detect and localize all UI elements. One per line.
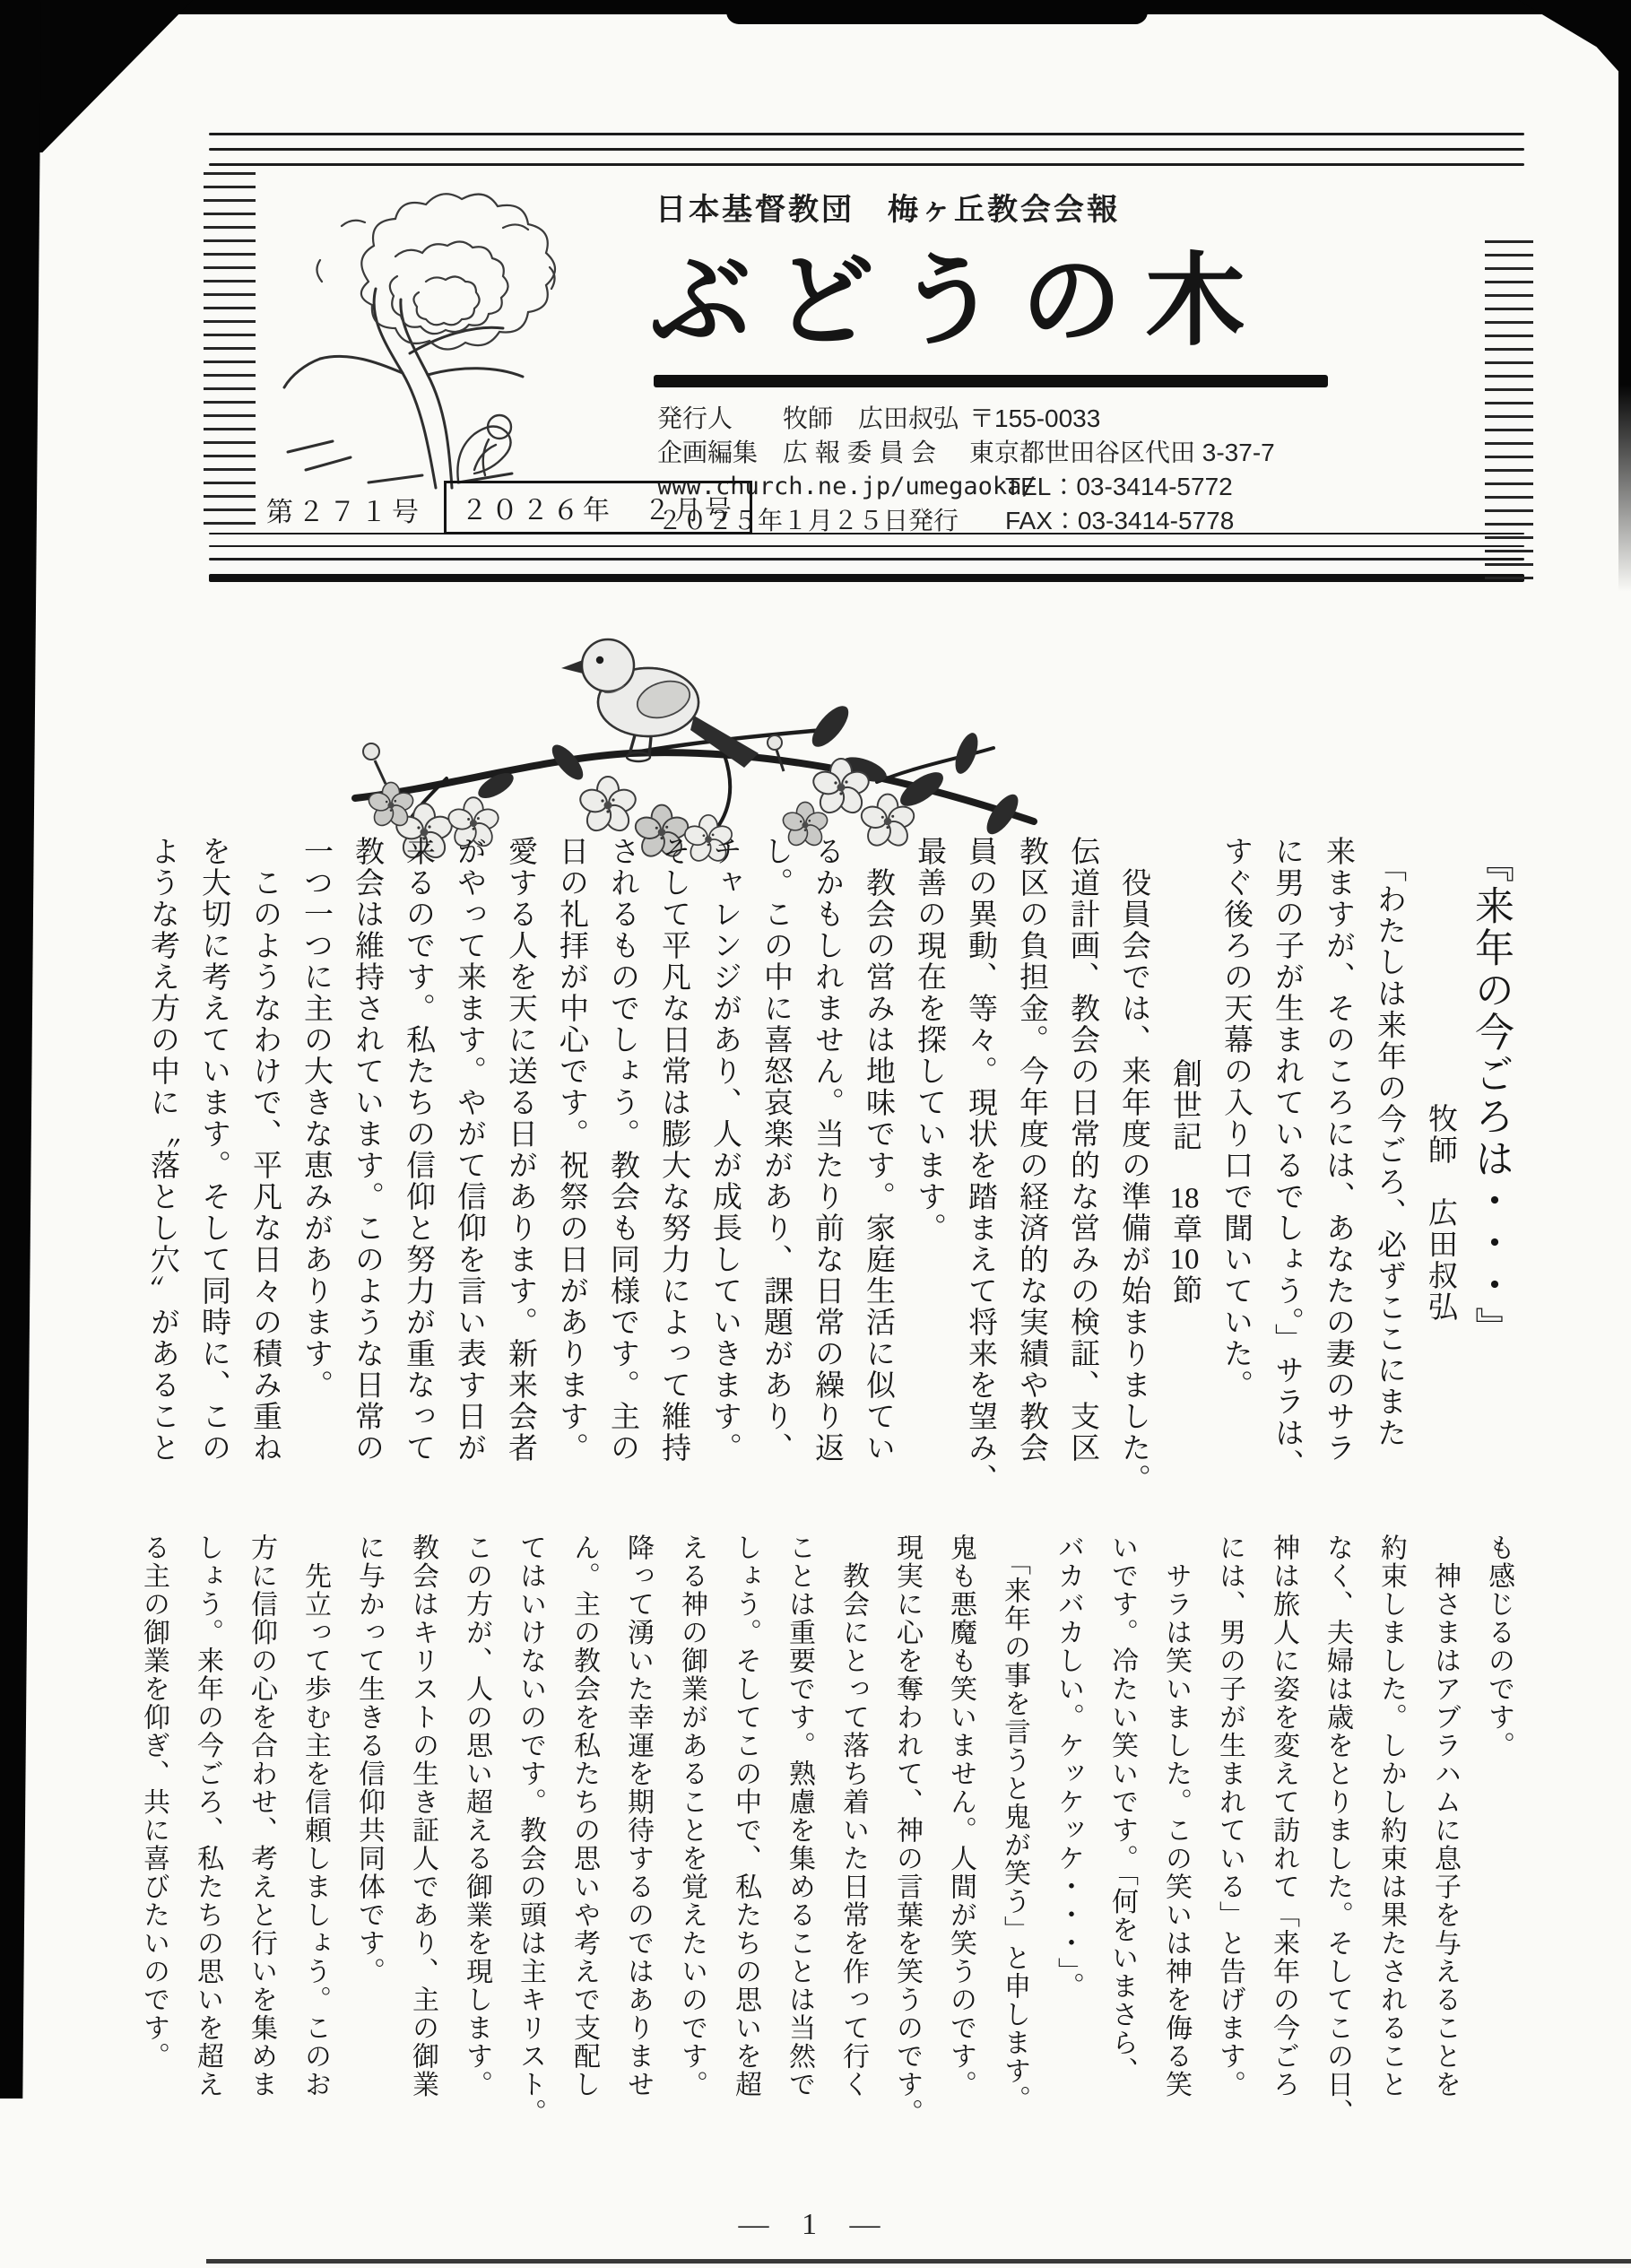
article-column: 教区の負担金。今年度の経済的な実績や教会 xyxy=(1015,836,1047,1464)
issue-number: 第２７１号 xyxy=(266,498,423,527)
tree-illustration xyxy=(234,174,629,506)
article-column: 方に信仰の心を合わせ、考えと行いを集めま xyxy=(247,1534,276,2099)
masthead-frame-line xyxy=(209,545,1524,547)
article-column: ことは重要です。熟慮を集めることは当然で xyxy=(785,1534,814,2099)
masthead-frame-line xyxy=(209,133,1524,135)
scripture-reference: 創世記 18章10節 xyxy=(1168,1058,1201,1306)
masthead-frame-line xyxy=(209,163,1524,166)
article-column: 愛する人を天に送る日があります。新来会者 xyxy=(504,836,536,1464)
article-column: 降って湧いた幸運を期待するのではありませ xyxy=(623,1534,653,2099)
issue-date-box: ２０２６年 ２月号 xyxy=(444,481,752,534)
article-column: も感じるのです。 xyxy=(1484,1534,1514,1760)
phone-number: TEL：03-3414-5772 xyxy=(1005,473,1233,500)
publisher-line: 発行人 牧師 広田叔弘 xyxy=(657,404,959,432)
bird-branch-illustration xyxy=(339,563,1047,864)
article-column: には、男の子が生まれている」と告げます。 xyxy=(1215,1534,1245,2099)
article-column: し。この中に喜怒哀楽があり、課題があり、 xyxy=(759,836,792,1464)
page-number: — 1 — xyxy=(738,2208,893,2241)
publish-date: ２０２５年１月２５日発行 xyxy=(657,507,959,534)
article-column: に男の子が生まれているでしょう。」サラは、 xyxy=(1271,836,1303,1481)
article-column: このようなわけで、平凡な日々の積み重ね xyxy=(248,836,281,1464)
scan-edge-top-blob xyxy=(726,0,1148,24)
article-column: しょう。来年の今ごろ、私たちの思いを超え xyxy=(193,1534,222,2099)
article-column: るかもしれません。当たり前な日常の繰り返 xyxy=(811,836,843,1464)
article-column: 役員会では、来年度の準備が始まりました。 xyxy=(1117,836,1150,1495)
article-column: この方が、人の思い超える御業を現します。 xyxy=(462,1534,491,2099)
article-column: ような考え方の中に〝落とし穴〟があること xyxy=(146,836,178,1464)
scan-edge-bottom xyxy=(206,2259,1631,2264)
editor-line: 企画編集 広 報 委 員 会 xyxy=(657,439,937,466)
article-column: 教会の営みは地味です。家庭生活に似てい xyxy=(862,836,894,1464)
article-column: 「来年の事を言うと鬼が笑う」と申します。 xyxy=(1000,1534,1029,2114)
article-column: 約束しました。しかし約束は果たされること xyxy=(1376,1534,1406,2099)
article-column: 教会はキリストの生き証人であり、主の御業 xyxy=(408,1534,438,2099)
article-column: 神さまはアブラハムに息子を与えることを xyxy=(1430,1534,1460,2099)
article-column: 「わたしは来年の今ごろ、必ずここにまた xyxy=(1373,836,1405,1449)
article-column: 最善の現在を探しています。 xyxy=(913,836,945,1244)
article-column: を大切に考えています。そして同時に、この xyxy=(197,836,230,1464)
masthead-hatch-border-right xyxy=(1485,240,1533,581)
scan-edge-right xyxy=(1618,0,1631,592)
newsletter-title: ぶどうの木 xyxy=(650,243,1269,360)
article-column: チャレンジがあり、人が成長していきます。 xyxy=(708,836,741,1464)
article-column: 教会は維持されています。このような日常の xyxy=(351,836,383,1464)
title-underline xyxy=(654,375,1328,387)
postal-code: 〒155-0033 xyxy=(969,404,1101,432)
article-column: てはいけないのです。教会の頭は主キリスト。 xyxy=(516,1534,545,2127)
article-column: いです。冷たい笑いです。「何をいまさら、 xyxy=(1107,1534,1137,2085)
article-column: る主の御業を仰ぎ、共に喜びたいのです。 xyxy=(139,1534,169,2071)
article-title: 『来年の今ごろは・・・』 xyxy=(1469,843,1513,1349)
article-column: 員の異動、等々。現状を踏まえて将来を望み、 xyxy=(964,836,996,1495)
article-column: そして平凡な日常は膨大な努力によって維持 xyxy=(657,836,690,1464)
article-column: 神は旅人に姿を変えて訪れて「来年の今ごろ xyxy=(1269,1534,1298,2099)
article-column: 鬼も悪魔も笑いません。人間が笑うのです。 xyxy=(946,1534,976,2099)
article-column: 伝道計画、教会の日常的な営みの検証、支区 xyxy=(1066,836,1098,1464)
article-author: 牧師 広田叔弘 xyxy=(1424,1103,1456,1323)
article-column: サラは笑いました。この笑いは神を侮る笑 xyxy=(1161,1534,1191,2099)
article-column: しょう。そしてこの中で、私たちの思いを超 xyxy=(731,1534,760,2099)
article-upper-block xyxy=(136,836,1516,1537)
article-column: える神の御業があることを覚えたいのです。 xyxy=(677,1534,707,2099)
article-column: に与かって生きる信仰共同体です。 xyxy=(354,1534,384,1986)
article-column: 来るのです。私たちの信仰と努力が重なって xyxy=(402,836,434,1464)
article-column: がやって来ます。やがて信仰を言い表す日が xyxy=(453,836,485,1464)
article-column: 日の礼拝が中心です。祝祭の日があります。 xyxy=(555,836,587,1464)
article-column: されるものでしょう。教会も同様です。主の xyxy=(606,836,638,1464)
website-url: www.church.ne.jp/umegaoka/ xyxy=(657,473,1037,500)
article-column: 来ますが、そのころには、あなたの妻のサラ xyxy=(1322,836,1354,1464)
article-column: 一つ一つに主の大きな恵みがあります。 xyxy=(299,836,332,1401)
article-column: 先立って歩む主を信頼しましょう。このお xyxy=(300,1534,330,2099)
address: 東京都世田谷区代田 3-37-7 xyxy=(969,439,1275,466)
masthead xyxy=(209,133,1524,583)
newsletter-kicker: 日本基督教団 梅ヶ丘教会会報 xyxy=(655,193,1120,227)
contact-info xyxy=(969,402,1275,538)
article-lower-block xyxy=(126,1534,1525,2215)
article-column: すぐ後ろの天幕の入り口で聞いていた。 xyxy=(1219,836,1252,1401)
article-column: 現実に心を奪われて、神の言葉を笑うのです。 xyxy=(892,1534,922,2127)
article-column: なく、夫婦は歳をとりました。そしてこの日、 xyxy=(1323,1534,1352,2127)
scan-edge-left xyxy=(0,0,41,2099)
article-column: 教会にとって落ち着いた日常を作って行く xyxy=(838,1534,868,2099)
masthead-frame-line xyxy=(209,148,1524,151)
fax-number: FAX：03-3414-5778 xyxy=(1005,507,1235,534)
article-column: バカバカしい。ケッケッケ・・・」。 xyxy=(1054,1534,1083,2001)
masthead-frame-line xyxy=(209,558,1524,560)
article-column: ん。主の教会を私たちの思いや考えで支配し xyxy=(569,1534,599,2099)
